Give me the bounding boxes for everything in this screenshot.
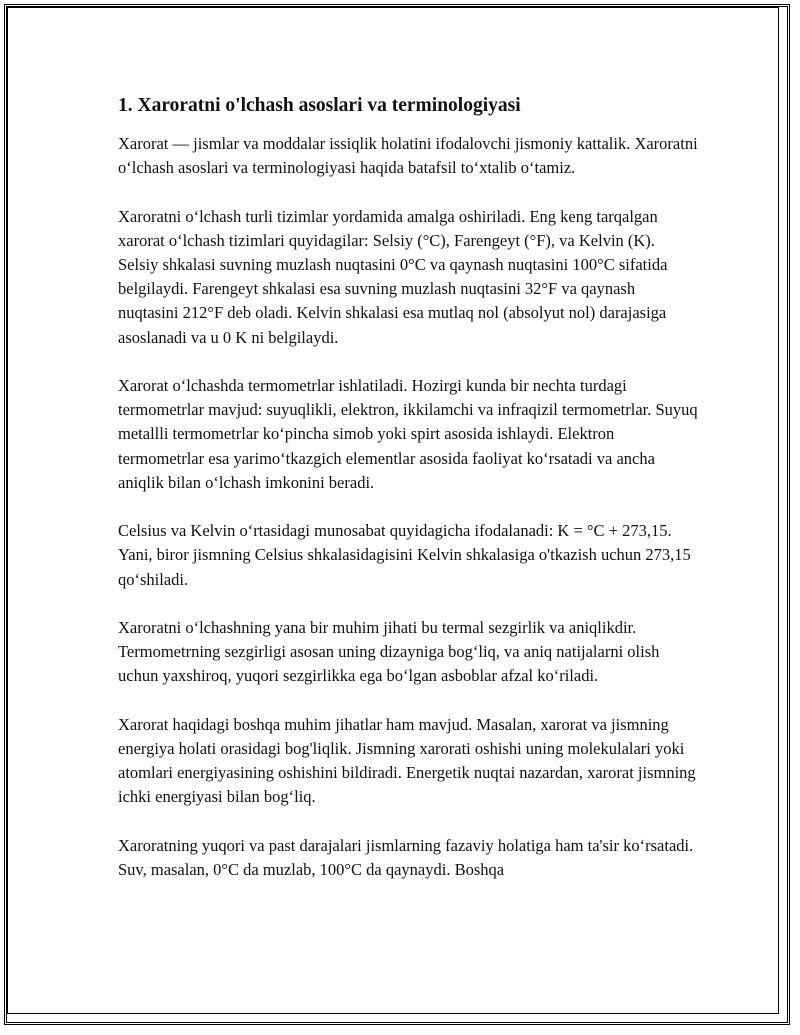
paragraph-3: Xarorat o‘lchashda termometrlar ishlatiladi. Hozirgi kunda bir nechta turdagi termometrlar mavjud: suyuqlikli, elektron, ikkilamchi va infraqizil termometrlar. Suyuq metallli termometrlar ko‘pincha simob yoki spirt asosida ishlaydi. Elektron termometrlar esa yarimo‘tkazgich elementlar asosida faoliyat ko‘rsatadi va ancha aniqlik bilan o‘lchash imkonini beradi. xyxy=(118,376,698,492)
document-body xyxy=(118,92,698,906)
paragraph-2: Xaroratni o‘lchash turli tizimlar yordamida amalga oshiriladi. Eng keng tarqalgan xarorat o‘lchash tizimlari quyidagilar: Selsiy (°C), Farengeyt (°F), va Kelvin (K). Selsiy shkalasi suvning muzlash nuqtasini 0°C va qaynash nuqtasini 100°C sifatida belgilaydi. Farengeyt shkalasi esa suvning muzlash nuqtasini 32°F va qaynash nuqtasini 212°F deb oladi. Kelvin shkalasi esa mutlaq nol (absolyut nol) darajasiga asoslanadi va u 0 K ni belgilaydi. xyxy=(118,206,668,347)
paragraph-6: Xarorat haqidagi boshqa muhim jihatlar ham mavjud. Masalan, xarorat va jismning energiya holati orasidagi bog'liqlik. Jismning xarorati oshishi uning molekulalari yoki atomlari energiyasining oshishini bildiradi. Energetik nuqtai nazardan, xarorat jismning ichki energiyasi bilan bog‘liq. xyxy=(118,714,696,807)
paragraph-7: Xaroratning yuqori va past darajalari jismlarning fazaviy holatiga ham ta'sir ko‘rsatadi. Suv, masalan, 0°C da muzlab, 100°C da qaynaydi. Boshqa xyxy=(118,835,694,879)
paragraph-4: Celsius va Kelvin o‘rtasidagi munosabat quyidagicha ifodalanadi: K = °C + 273,15. Yani, biror jismning Celsius shkalasidagisini Kelvin shkalasiga o'tkazish uchun 273,15 qo‘shiladi. xyxy=(118,521,691,589)
paragraph-1: Xarorat — jismlar va moddalar issiqlik holatini ifodalovchi jismoniy kattalik. Xaroratni o‘lchash asoslari va terminologiyasi haqida batafsil to‘xtalib o‘tamiz. xyxy=(118,134,698,178)
paragraph-5: Xaroratni o‘lchashning yana bir muhim jihati bu termal sezgirlik va aniqlikdir. Termometrning sezgirligi asosan uning dizayniga bog‘liq, va aniq natijalarni olish uchun yaxshiroq, yuqori sezgirlikka ega bo‘lgan asboblar afzal ko‘riladi. xyxy=(118,618,660,686)
section-heading: 1. Xaroratni o'lchash asoslari va terminologiyasi xyxy=(118,95,521,116)
